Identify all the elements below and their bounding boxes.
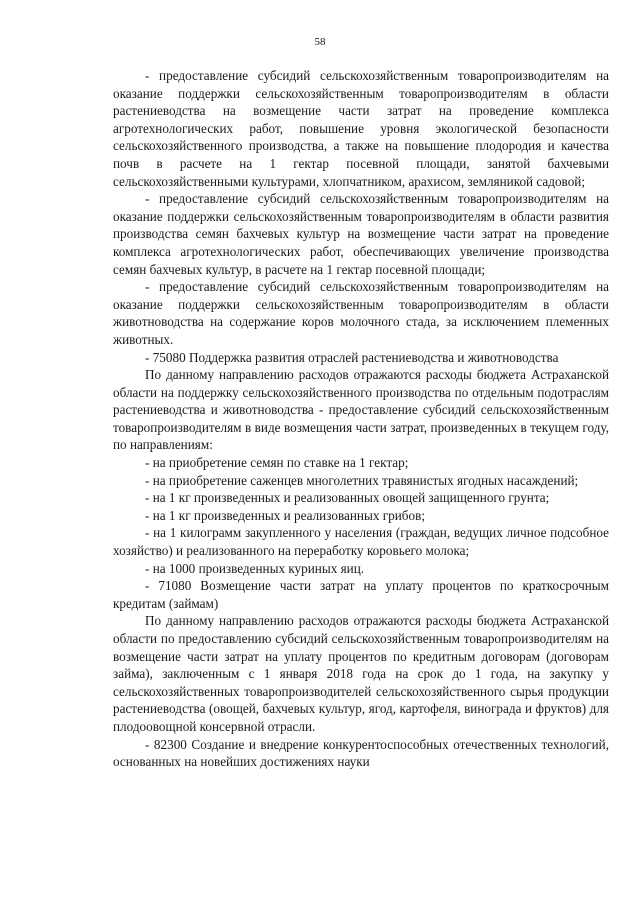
paragraph-code-82300: - 82300 Создание и внедрение конкурентоспособных отечественных технологий, основанных на новейших достижениях науки <box>113 736 609 770</box>
paragraph-subsidy-dairy-cows: - предоставление субсидий сельскохозяйственным товаропроизводителям на оказание поддержки сельскохозяйственным товаропроизводителям в области животноводства на содержание коров молочного стада, за исключением племенных животных. <box>113 279 609 347</box>
document-body <box>113 67 609 771</box>
paragraph-subsidy-melons: - предоставление субсидий сельскохозяйственным товаропроизводителям на оказание поддержки сельскохозяйственным товаропроизводителям в области растениеводства на возмещение части затрат на проведение комплекса агротехнологических работ, повышение уровня экологической безопасности сельскохозяйственного производства, а также на повышение плодородия и качества почв в расчете на 1 гектар посевной площади, занятой бахчевыми сельскохозяйственными культурами, хлопчатником, арахисом, земляникой садовой; <box>113 68 609 189</box>
paragraph-75080-description: По данному направлению расходов отражаются расходы бюджета Астраханской области на поддержку сельскохозяйственного производства по отдельным подотраслям растениеводства и животноводства - предоставление субсидий сельскохозяйственным товаропроизводителям в виде возмещения части затрат, произведенных в текущем году, по направлениям: <box>113 367 609 453</box>
list-item-greenhouse-vegetables: - на 1 кг произведенных и реализованных овощей защищенного грунта; <box>145 490 550 506</box>
paragraph-subsidy-melon-seeds: - предоставление субсидий сельскохозяйственным товаропроизводителям на оказание поддержки сельскохозяйственным товаропроизводителям в области развития производства семян бахчевых культур на возмещение части затрат на проведение комплекса агротехнологических работ, обеспечивающих увеличение производства семян бахчевых культур, в расчете на 1 гектар посевной площади; <box>113 191 609 277</box>
page-number: 58 <box>314 36 326 48</box>
list-item-seedlings: - на приобретение саженцев многолетних травянистых ягодных насаждений; <box>145 472 579 488</box>
list-item-milk: - на 1 килограмм закупленного у населения (граждан, ведущих личное подсобное хозяйство) и реализованного на переработку коровьего молока; <box>113 525 609 559</box>
list-item-eggs: - на 1000 произведенных куриных яиц. <box>145 560 365 576</box>
paragraph-code-75080: - 75080 Поддержка развития отраслей растениеводства и животноводства <box>145 349 559 365</box>
paragraph-code-71080: - 71080 Возмещение части затрат на уплату процентов по краткосрочным кредитам (займам) <box>113 578 609 611</box>
list-item-seeds: - на приобретение семян по ставке на 1 гектар; <box>145 455 409 471</box>
paragraph-71080-description: По данному направлению расходов отражаются расходы бюджета Астраханской области по предоставлению субсидий сельскохозяйственным товаропроизводителям на возмещение части затрат на уплату процентов по кредитным договорам (договорам займа), заключенным с 1 января 2018 года на срок до 1 года, на закупку у сельскохозяйственных товаропроизводителей сельскохозяйственного сырья продукции растениеводства (овощей, бахчевых культур, ягод, картофеля, винограда и фруктов) для плодоовощной консервной отрасли. <box>113 613 609 734</box>
list-item-mushrooms: - на 1 кг произведенных и реализованных грибов; <box>145 507 425 523</box>
